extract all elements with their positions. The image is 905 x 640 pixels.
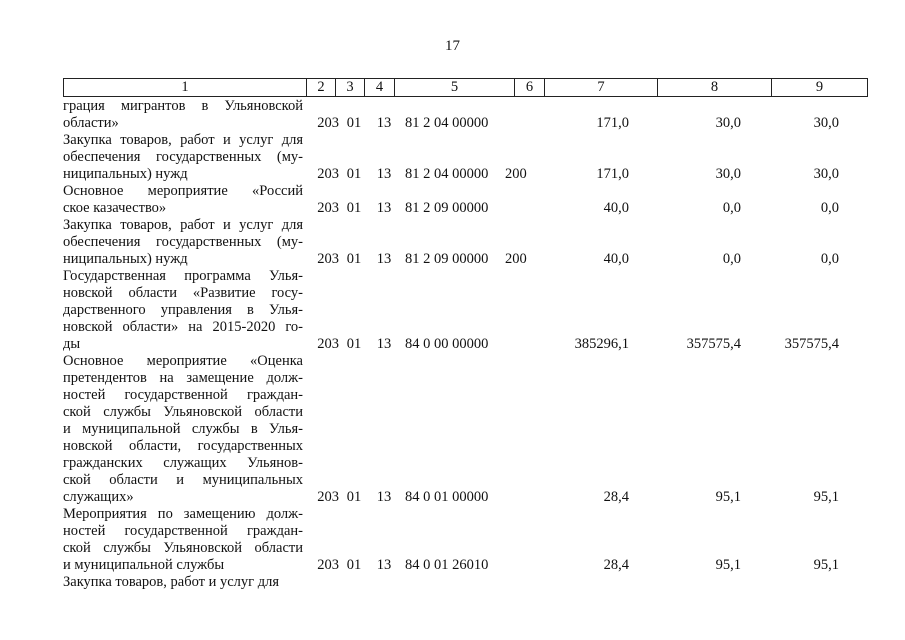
description-line: Мероприятия по замещению долж- [63, 506, 303, 522]
description-line: дарственного управления в Улья- [63, 302, 303, 318]
cell-target-article: 81 2 09 00000 [405, 200, 489, 216]
cell-section: 01 [346, 489, 362, 505]
cell-amount-col7: 171,0 [596, 115, 629, 131]
cell-section: 01 [346, 557, 362, 573]
description-line: ды [63, 336, 81, 352]
cell-expense-type: 200 [505, 166, 527, 182]
cell-amount-col8: 0,0 [722, 251, 741, 267]
description-line: и муниципальной службы [63, 557, 225, 573]
header-col-8: 8 [658, 79, 772, 97]
cell-subsection: 13 [376, 489, 392, 505]
table-row [63, 183, 853, 217]
description-line: Закупка товаров, работ и услуг для [63, 217, 303, 233]
description-line: Основное мероприятие «Оценка [63, 353, 303, 369]
row-description [63, 268, 303, 353]
table-row [63, 574, 853, 591]
cell-amount-col8: 30,0 [715, 166, 741, 182]
cell-admin-code: 203 [317, 200, 339, 216]
cell-amount-col9: 95,1 [813, 557, 839, 573]
description-line: новской области «Развитие госу- [63, 285, 303, 301]
cell-section: 01 [346, 200, 362, 216]
cell-subsection: 13 [376, 166, 392, 182]
description-line: ской службы Ульяновской области [63, 540, 303, 556]
cell-target-article: 84 0 01 26010 [405, 557, 489, 573]
description-line: области» [63, 115, 119, 131]
table-row [63, 217, 853, 268]
header-col-6: 6 [515, 79, 545, 97]
cell-amount-col9: 0,0 [820, 251, 839, 267]
cell-amount-col9: 357575,4 [784, 336, 839, 352]
cell-amount-col9: 30,0 [813, 115, 839, 131]
description-line: Основное мероприятие «Россий [63, 183, 303, 199]
cell-admin-code: 203 [317, 251, 339, 267]
row-description [63, 98, 303, 132]
description-line: претендентов на замещение долж- [63, 370, 303, 386]
row-description [63, 353, 303, 506]
cell-amount-col9: 30,0 [813, 166, 839, 182]
cell-target-article: 81 2 04 00000 [405, 115, 489, 131]
cell-target-article: 81 2 04 00000 [405, 166, 489, 182]
cell-amount-col7: 171,0 [596, 166, 629, 182]
cell-amount-col7: 28,4 [603, 557, 629, 573]
row-description [63, 506, 303, 574]
table-row [63, 353, 853, 506]
cell-admin-code: 203 [317, 115, 339, 131]
cell-subsection: 13 [376, 251, 392, 267]
table-row [63, 98, 853, 132]
cell-amount-col8: 357575,4 [686, 336, 741, 352]
cell-amount-col8: 30,0 [715, 115, 741, 131]
cell-amount-col8: 95,1 [715, 489, 741, 505]
description-line: Закупка товаров, работ и услуг для [63, 132, 303, 148]
cell-amount-col7: 40,0 [603, 200, 629, 216]
table-row [63, 268, 853, 353]
cell-amount-col7: 40,0 [603, 251, 629, 267]
description-line: ниципальных) нужд [63, 251, 188, 267]
cell-expense-type: 200 [505, 251, 527, 267]
header-col-9: 9 [772, 79, 868, 97]
row-description [63, 574, 303, 591]
row-description [63, 183, 303, 217]
header-col-7: 7 [545, 79, 658, 97]
description-line: ниципальных) нужд [63, 166, 188, 182]
header-col-3: 3 [336, 79, 365, 97]
description-line: обеспечения государственных (му- [63, 234, 303, 250]
cell-subsection: 13 [376, 557, 392, 573]
cell-section: 01 [346, 251, 362, 267]
description-line: ское казачество» [63, 200, 167, 216]
header-col-5: 5 [395, 79, 515, 97]
cell-section: 01 [346, 115, 362, 131]
table-row [63, 506, 853, 574]
cell-amount-col9: 0,0 [820, 200, 839, 216]
description-line: гражданских служащих Ульянов- [63, 455, 303, 471]
cell-amount-col7: 385296,1 [574, 336, 629, 352]
description-line: ской области и муниципальных [63, 472, 303, 488]
header-col-4: 4 [365, 79, 395, 97]
cell-subsection: 13 [376, 336, 392, 352]
description-line: ностей государственной граждан- [63, 387, 303, 403]
description-line: ностей государственной граждан- [63, 523, 303, 539]
description-line: ской службы Ульяновской области [63, 404, 303, 420]
header-col-2: 2 [307, 79, 336, 97]
description-line: служащих» [63, 489, 134, 505]
cell-subsection: 13 [376, 115, 392, 131]
description-line: новской области, государственных [63, 438, 303, 454]
cell-admin-code: 203 [317, 489, 339, 505]
cell-amount-col8: 95,1 [715, 557, 741, 573]
cell-amount-col9: 95,1 [813, 489, 839, 505]
description-line: Закупка товаров, работ и услуг для [63, 574, 280, 590]
description-line: обеспечения государственных (му- [63, 149, 303, 165]
header-col-1: 1 [64, 79, 307, 97]
column-header-row [63, 78, 868, 97]
row-description [63, 217, 303, 268]
cell-target-article: 84 0 00 00000 [405, 336, 489, 352]
cell-amount-col8: 0,0 [722, 200, 741, 216]
cell-target-article: 84 0 01 00000 [405, 489, 489, 505]
cell-admin-code: 203 [317, 557, 339, 573]
description-line: новской области» на 2015-2020 го- [63, 319, 303, 335]
page-number: 17 [445, 38, 460, 54]
description-line: грация мигрантов в Ульяновской [63, 98, 303, 114]
cell-subsection: 13 [376, 200, 392, 216]
cell-target-article: 81 2 09 00000 [405, 251, 489, 267]
description-line: и муниципальной службы в Улья- [63, 421, 303, 437]
budget-table-body [63, 98, 853, 591]
cell-section: 01 [346, 166, 362, 182]
cell-section: 01 [346, 336, 362, 352]
description-line: Государственная программа Улья- [63, 268, 303, 284]
table-row [63, 132, 853, 183]
cell-admin-code: 203 [317, 336, 339, 352]
cell-amount-col7: 28,4 [603, 489, 629, 505]
row-description [63, 132, 303, 183]
cell-admin-code: 203 [317, 166, 339, 182]
